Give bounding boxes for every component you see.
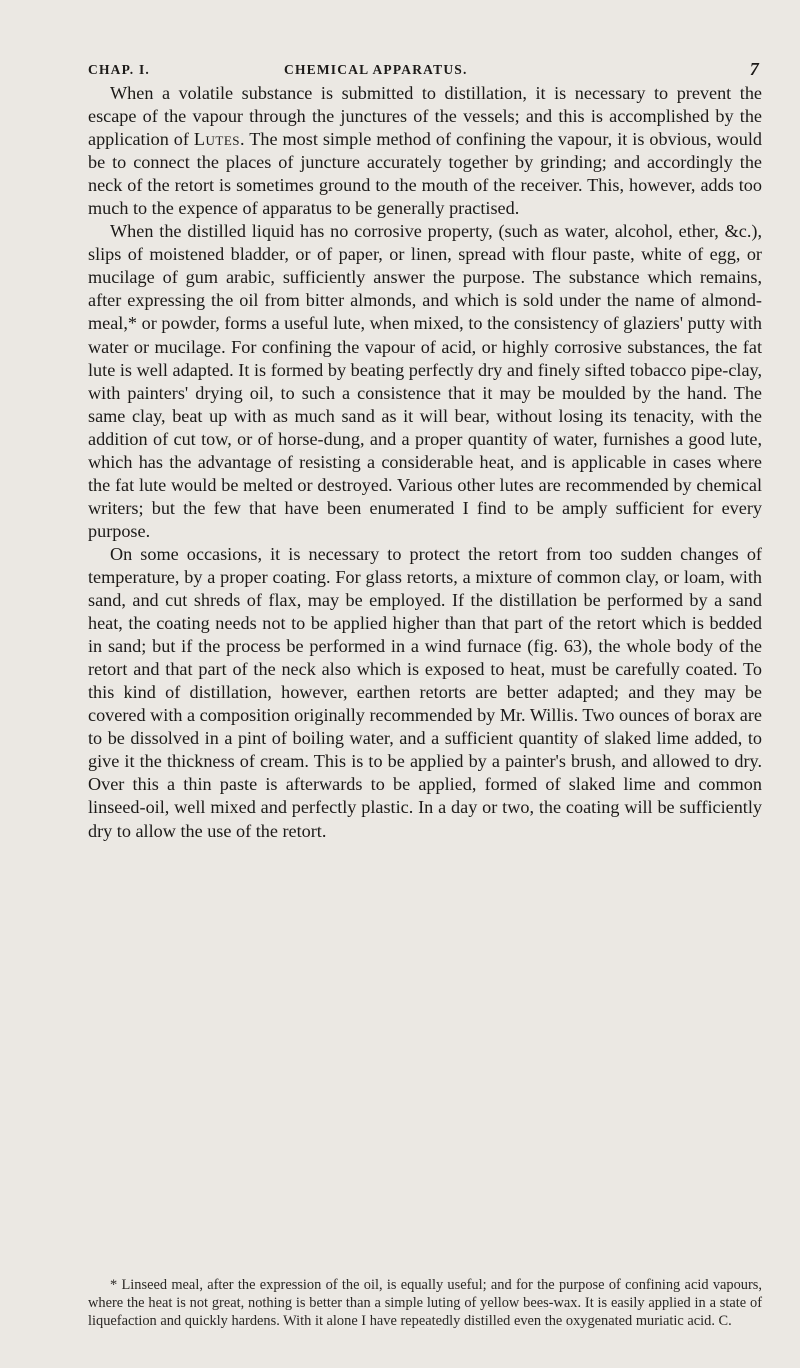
term-lutes: Lutes [193, 129, 241, 150]
running-header [88, 59, 760, 82]
paragraph-lutes: When a volatile substance is submitted to distillation, it is necessary to prevent the escape of the vapour through the junctures of the vessels; and this is accomplished by the application of Lutes. The most simple method of confining the vapour, it is obvious, would be to connect the places of juncture accurately together by grinding; and accordingly the neck of the retort is sometimes ground to the mouth of the receiver. This, however, adds too much to the expence of apparatus to be generally practised. [88, 83, 762, 219]
footnote-text: * Linseed meal, after the expression of the oil, is equally useful; and for the purpose of confining acid vapours, where the heat is not great, nothing is better than a simple luting of yellow bees-wax. It is easily applied in a state of liquefaction and quickly hardens. With it alone I have repeatedly distilled even the oxygenated muriatic acid. C. [88, 1277, 762, 1329]
page-number: 7 [749, 59, 760, 79]
footnote [88, 1276, 762, 1330]
running-title: CHEMICAL APPARATUS. [284, 62, 468, 77]
main-text [88, 82, 762, 843]
paragraph-distilled-liquid: When the distilled liquid has no corrosive property, (such as water, alcohol, ether, &c.), slips of moistened bladder, or of paper, or linen, spread with flour paste, white of egg, or mucilage of gum arabic, sufficiently answer the purpose. The substance which remains, after expressing the oil from bitter almonds, and which is sold under the name of almond-meal,* or powder, forms a useful lute, when mixed, to the consistency of glaziers' putty with water or mucilage. For confining the vapour of acid, or highly corrosive substances, the fat lute is well adapted. It is formed by beating perfectly dry and finely sifted tobacco pipe-clay, with painters' drying oil, to such a consistence that it may be moulded by the hand. The same clay, beat up with as much sand as it will bear, without losing its tenacity, with the addition of cut tow, or of horse-dung, and a proper quantity of water, furnishes a good lute, which has the advantage of resisting a considerable heat, and is applicable in cases where the fat lute would be melted or destroyed. Various other lutes are recommended by chemical writers; but the few that have been enumerated I find to be amply sufficient for every purpose. [88, 221, 762, 541]
chapter-label: CHAP. I. [88, 62, 150, 77]
paragraph-coating: On some occasions, it is necessary to protect the retort from too sudden changes of temperature, by a proper coating. For glass retorts, a mixture of common clay, or loam, with sand, and cut shreds of flax, may be employed. If the distillation be performed by a sand heat, the coating needs not to be applied higher than that part of the retort which is bedded in sand; but if the process be performed in a wind furnace (fig. 63), the whole body of the retort and that part of the neck also which is exposed to heat, must be carefully coated. To this kind of distillation, however, earthen retorts are better adapted; and they may be covered with a composition originally recommended by Mr. Willis. Two ounces of borax are to be dissolved in a pint of boiling water, and a sufficient quantity of slaked lime added, to give it the thickness of cream. This is to be applied by a painter's brush, and allowed to dry. Over this a thin paste is afterwards to be applied, formed of slaked lime and common linseed-oil, well mixed and perfectly plastic. In a day or two, the coating will be sufficiently dry to allow the use of the retort. [88, 543, 762, 841]
